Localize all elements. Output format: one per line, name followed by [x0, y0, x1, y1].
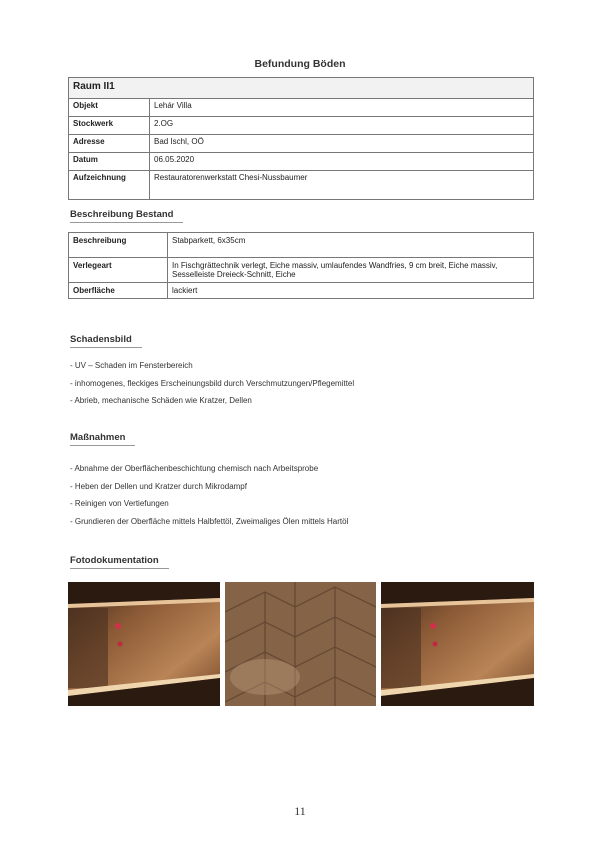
list-item: - UV – Schaden im Fensterbereich: [70, 361, 193, 370]
photo-strip: [68, 582, 534, 706]
row-label: Objekt: [69, 99, 150, 117]
row-label: Aufzeichnung: [69, 171, 150, 200]
table-row: [69, 117, 534, 135]
row-value: Lehár Villa: [150, 99, 534, 117]
list-item: - inhomogenes, fleckiges Erscheinungsbild durch Verschmutzungen/Pflegemittel: [70, 378, 355, 388]
row-label: Adresse: [69, 135, 150, 153]
list-item: - Heben der Dellen und Kratzer durch Mikrodampf: [70, 481, 247, 491]
table-row: [69, 99, 534, 117]
table-row: [69, 171, 534, 200]
massnahmen-list: [70, 460, 348, 530]
list-item: - Reinigen von Vertiefungen: [70, 499, 169, 508]
list-item: - Abrieb, mechanische Schäden wie Kratzer, Dellen: [70, 396, 252, 405]
list-item: - Abnahme der Oberflächenbeschichtung chemisch nach Arbeitsprobe: [70, 464, 319, 473]
floor-photo-1: [68, 582, 220, 706]
row-label: Verlegeart: [69, 258, 168, 283]
row-value: Bad Ischl, OÖ: [150, 135, 534, 153]
row-label: Stockwerk: [69, 117, 150, 135]
row-value: In Fischgrättechnik verlegt, Eiche massiv, umlaufendes Wandfries, 9 cm breit, Eiche massiv, Sesselleiste Dreieck-Schnitt, Eiche: [168, 258, 534, 283]
section-heading-massnahmen: Maßnahmen: [70, 432, 135, 446]
row-value: 2.OG: [150, 117, 534, 135]
room-heading: Raum II1: [69, 78, 534, 99]
table-row: [69, 233, 534, 258]
table-row: [69, 283, 534, 299]
page-title: Befundung Böden: [254, 58, 346, 70]
section-heading-schadensbild: Schadensbild: [70, 334, 142, 348]
row-label: Beschreibung: [69, 233, 168, 258]
floor-photo-2: [225, 582, 376, 706]
row-label: Datum: [69, 153, 150, 171]
room-info-table: [68, 77, 534, 200]
schadensbild-list: [70, 357, 354, 410]
table-row: [69, 153, 534, 171]
row-value: Restauratorenwerkstatt Chesi-Nussbaumer: [150, 171, 534, 200]
table-row: [69, 135, 534, 153]
row-label: Oberfläche: [69, 283, 168, 299]
section-heading-bestand: Beschreibung Bestand: [70, 209, 183, 223]
row-value: 06.05.2020: [150, 153, 534, 171]
page-number: 11: [294, 804, 306, 818]
table-row: [69, 258, 534, 283]
bestand-table: [68, 232, 534, 299]
row-value: Stabparkett, 6x35cm: [168, 233, 534, 258]
row-value: lackiert: [168, 283, 534, 299]
list-item: - Grundieren der Oberfläche mittels Halbfettöl, Zweimaliges Ölen mittels Hartöl: [70, 516, 349, 526]
section-heading-fotodokumentation: Fotodokumentation: [70, 555, 169, 569]
floor-photo-3: [381, 582, 534, 706]
